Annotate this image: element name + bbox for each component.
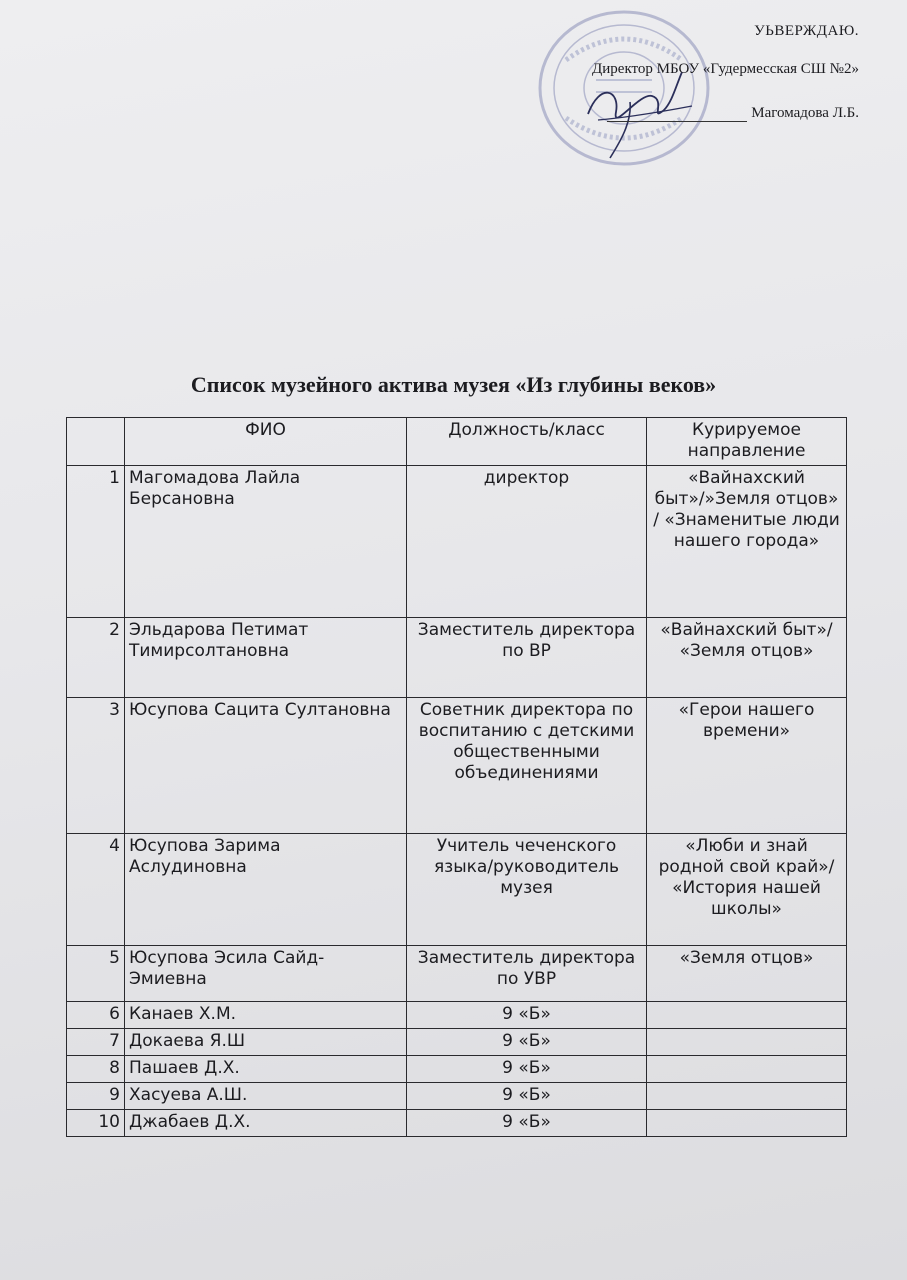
table-row — [67, 1029, 847, 1056]
row-number: 3 — [67, 698, 125, 834]
row-direction — [647, 1056, 847, 1083]
header-name: ФИО — [125, 418, 407, 466]
row-direction: «Люби и знай родной свой край»/ «История нашей школы» — [647, 834, 847, 946]
row-name: Магомадова Лайла Берсановна — [125, 466, 407, 618]
row-name: Юсупова Сацита Султановна — [125, 698, 407, 834]
row-name: Джабаев Д.Х. — [125, 1110, 407, 1137]
row-position: 9 «Б» — [407, 1056, 647, 1083]
row-position: Учитель чеченского языка/руководитель музея — [407, 834, 647, 946]
table-header-row — [67, 418, 847, 466]
header-direction: Курируемое направление — [647, 418, 847, 466]
row-position: 9 «Б» — [407, 1029, 647, 1056]
row-position: 9 «Б» — [407, 1110, 647, 1137]
row-direction — [647, 1110, 847, 1137]
row-name: Пашаев Д.Х. — [125, 1056, 407, 1083]
museum-activists-table — [66, 417, 847, 1137]
document-title: Список музейного актива музея «Из глубины веков» — [190, 372, 717, 397]
row-direction — [647, 1002, 847, 1029]
row-number: 2 — [67, 618, 125, 698]
row-number: 9 — [67, 1083, 125, 1110]
row-number: 10 — [67, 1110, 125, 1137]
row-name: Эльдарова Петимат Тимирсолтановна — [125, 618, 407, 698]
row-direction: «Земля отцов» — [647, 946, 847, 1002]
row-name: Юсупова Эсила Сайд-Эмиевна — [125, 946, 407, 1002]
row-number: 4 — [67, 834, 125, 946]
table-row — [67, 618, 847, 698]
row-position: директор — [407, 466, 647, 618]
row-name: Юсупова Зарима Аслудиновна — [125, 834, 407, 946]
table-row — [67, 1110, 847, 1137]
header-position: Должность/класс — [407, 418, 647, 466]
row-name: Канаев Х.М. — [125, 1002, 407, 1029]
table-row — [67, 698, 847, 834]
row-name: Хасуева А.Ш. — [125, 1083, 407, 1110]
row-number: 5 — [67, 946, 125, 1002]
row-number: 8 — [67, 1056, 125, 1083]
table-row — [67, 1083, 847, 1110]
table-row — [67, 466, 847, 618]
approval-title: УЬВЕРЖДАЮ. — [754, 23, 859, 39]
approval-role: Директор МБОУ «Гудермесская СШ №2» — [592, 61, 859, 77]
row-position: Заместитель директора по ВР — [407, 618, 647, 698]
row-number: 7 — [67, 1029, 125, 1056]
approval-block — [592, 22, 859, 122]
row-direction: «Герои нашего времени» — [647, 698, 847, 834]
table-row — [67, 1056, 847, 1083]
row-direction — [647, 1083, 847, 1110]
row-position: 9 «Б» — [407, 1083, 647, 1110]
row-position: Советник директора по воспитанию с детскими общественными объединениями — [407, 698, 647, 834]
table-row — [67, 834, 847, 946]
row-number: 1 — [67, 466, 125, 618]
approval-signature-row — [592, 104, 859, 122]
signature-line — [607, 107, 747, 122]
table-row — [67, 1002, 847, 1029]
row-position: 9 «Б» — [407, 1002, 647, 1029]
row-number: 6 — [67, 1002, 125, 1029]
row-direction: «Вайнахский быт»/ «Земля отцов» — [647, 618, 847, 698]
table-row — [67, 946, 847, 1002]
row-direction: «Вайнахский быт»/»Земля отцов» / «Знаменитые люди нашего города» — [647, 466, 847, 618]
header-number — [67, 418, 125, 466]
row-direction — [647, 1029, 847, 1056]
row-position: Заместитель директора по УВР — [407, 946, 647, 1002]
row-name: Докаева Я.Ш — [125, 1029, 407, 1056]
approval-name: Магомадова Л.Б. — [751, 105, 859, 121]
